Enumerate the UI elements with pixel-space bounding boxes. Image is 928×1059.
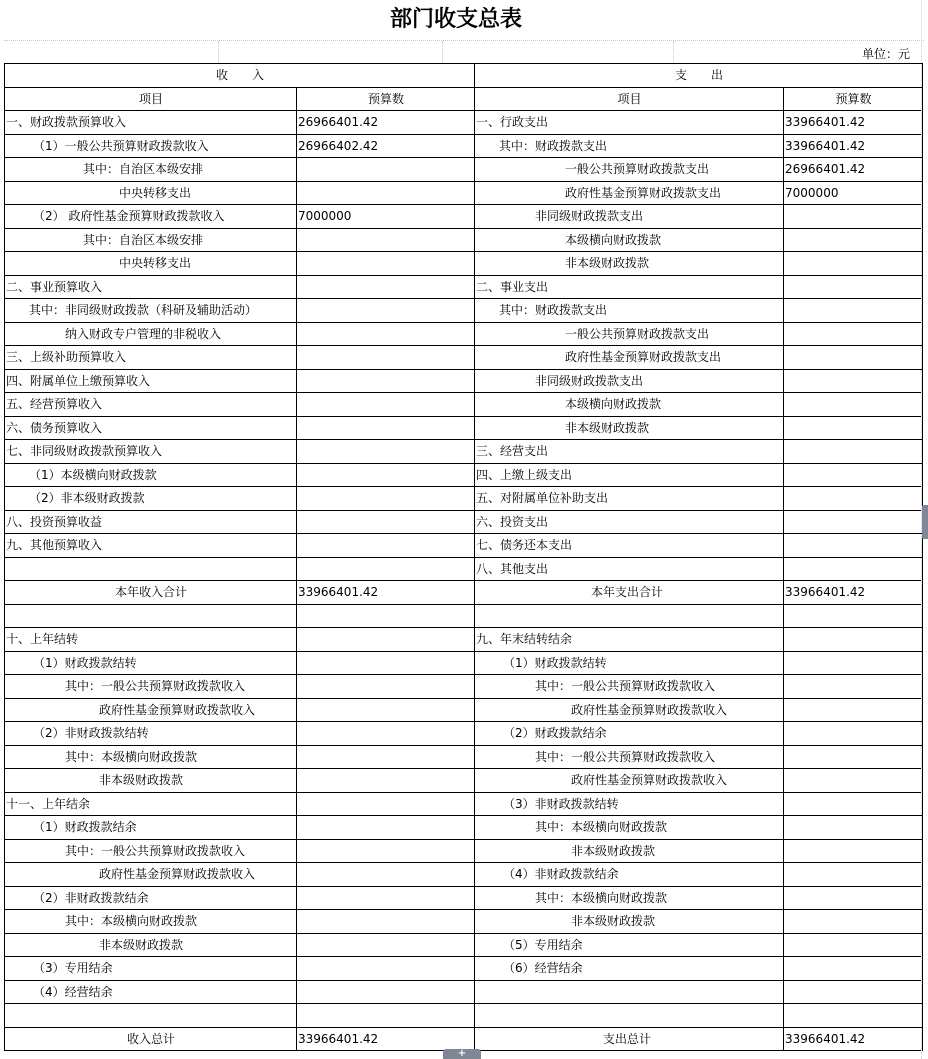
expense-item-cell[interactable]: 非本级财政拨款 bbox=[475, 252, 784, 276]
income-budget-cell[interactable] bbox=[297, 322, 475, 346]
income-budget-cell[interactable] bbox=[297, 534, 475, 558]
expense-item-cell[interactable]: 其中：本级横向财政拨款 bbox=[475, 816, 784, 840]
income-item-cell[interactable]: （4）经营结余 bbox=[5, 980, 297, 1004]
income-item-cell[interactable] bbox=[5, 557, 297, 581]
expense-budget-cell[interactable] bbox=[784, 228, 923, 252]
expense-budget-cell[interactable] bbox=[784, 416, 923, 440]
income-item-cell[interactable]: 八、投资预算收益 bbox=[5, 510, 297, 534]
income-budget-cell[interactable]: 33966401.42 bbox=[297, 1027, 475, 1051]
table-row bbox=[5, 769, 923, 793]
table-row bbox=[5, 275, 923, 299]
income-budget-cell[interactable] bbox=[297, 181, 475, 205]
income-item-cell[interactable]: 其中：一般公共预算财政拨款收入 bbox=[5, 839, 297, 863]
table-row bbox=[5, 158, 923, 182]
income-item-cell[interactable]: 政府性基金预算财政拨款收入 bbox=[5, 698, 297, 722]
income-item-cell[interactable]: 三、上级补助预算收入 bbox=[5, 346, 297, 370]
income-item-cell[interactable]: 其中：本级横向财政拨款 bbox=[5, 910, 297, 934]
expense-budget-cell[interactable] bbox=[784, 675, 923, 699]
table-row bbox=[5, 745, 923, 769]
income-item-cell[interactable]: 中央转移支出 bbox=[5, 181, 297, 205]
income-item-cell[interactable]: 非本级财政拨款 bbox=[5, 933, 297, 957]
expense-budget-cell[interactable] bbox=[784, 369, 923, 393]
income-budget-cell[interactable] bbox=[297, 487, 475, 511]
table-row bbox=[5, 863, 923, 887]
table-row bbox=[5, 299, 923, 323]
table-row bbox=[5, 651, 923, 675]
expense-item-cell[interactable]: 七、债务还本支出 bbox=[475, 534, 784, 558]
table-row bbox=[5, 581, 923, 605]
table-row bbox=[5, 487, 923, 511]
income-item-cell[interactable]: 其中：本级横向财政拨款 bbox=[5, 745, 297, 769]
table-row bbox=[5, 910, 923, 934]
table-row bbox=[5, 957, 923, 981]
income-item-cell[interactable]: 七、非同级财政拨款预算收入 bbox=[5, 440, 297, 464]
income-item-cell[interactable]: 五、经营预算收入 bbox=[5, 393, 297, 417]
expense-budget-cell[interactable] bbox=[784, 910, 923, 934]
add-sheet-button[interactable]: + bbox=[443, 1049, 481, 1059]
income-budget-cell[interactable] bbox=[297, 886, 475, 910]
grid-divider bbox=[673, 41, 674, 63]
expense-item-cell[interactable]: 政府性基金预算财政拨款支出 bbox=[475, 181, 784, 205]
expense-item-cell[interactable]: 三、经营支出 bbox=[475, 440, 784, 464]
income-item-cell[interactable]: （2）非本级财政拨款 bbox=[5, 487, 297, 511]
table-row bbox=[5, 816, 923, 840]
expense-item-cell[interactable]: 政府性基金预算财政拨款收入 bbox=[475, 769, 784, 793]
unit-row bbox=[4, 40, 924, 63]
income-item-cell[interactable]: 收入总计 bbox=[5, 1027, 297, 1051]
table-row bbox=[5, 369, 923, 393]
income-budget-cell[interactable] bbox=[297, 1004, 475, 1028]
income-budget-cell[interactable] bbox=[297, 299, 475, 323]
expense-budget-cell[interactable] bbox=[784, 275, 923, 299]
income-item-cell[interactable]: （1）一般公共预算财政拨款收入 bbox=[5, 134, 297, 158]
expense-budget-cell[interactable] bbox=[784, 816, 923, 840]
table-row bbox=[5, 463, 923, 487]
expense-budget-cell[interactable] bbox=[784, 698, 923, 722]
expense-budget-cell[interactable] bbox=[784, 510, 923, 534]
income-budget-cell[interactable]: 26966401.42 bbox=[297, 111, 475, 135]
expense-item-cell[interactable]: 其中：一般公共预算财政拨款收入 bbox=[475, 675, 784, 699]
budget-summary-table bbox=[4, 63, 923, 1051]
expense-item-cell[interactable]: 政府性基金预算财政拨款支出 bbox=[475, 346, 784, 370]
expense-budget-cell[interactable] bbox=[784, 487, 923, 511]
income-item-cell[interactable]: 中央转移支出 bbox=[5, 252, 297, 276]
income-item-cell[interactable]: （2）非财政拨款结余 bbox=[5, 886, 297, 910]
expense-item-cell[interactable] bbox=[475, 1004, 784, 1028]
income-budget-cell[interactable] bbox=[297, 463, 475, 487]
table-row bbox=[5, 698, 923, 722]
grid-divider bbox=[442, 41, 443, 63]
expense-item-cell[interactable]: 一、行政支出 bbox=[475, 111, 784, 135]
income-budget-cell[interactable] bbox=[297, 839, 475, 863]
income-budget-cell[interactable]: 26966402.42 bbox=[297, 134, 475, 158]
expense-item-cell[interactable]: 非本级财政拨款 bbox=[475, 416, 784, 440]
table-row bbox=[5, 722, 923, 746]
table-row bbox=[5, 510, 923, 534]
income-budget-cell[interactable] bbox=[297, 510, 475, 534]
income-budget-cell[interactable] bbox=[297, 792, 475, 816]
income-item-cell[interactable]: 十一、上年结余 bbox=[5, 792, 297, 816]
income-item-cell[interactable] bbox=[5, 604, 297, 628]
income-item-cell[interactable]: 其中：一般公共预算财政拨款收入 bbox=[5, 675, 297, 699]
table-row bbox=[5, 346, 923, 370]
income-item-cell[interactable]: （2）非财政拨款结转 bbox=[5, 722, 297, 746]
income-item-cell[interactable]: 其中：自治区本级安排 bbox=[5, 158, 297, 182]
expense-item-cell[interactable]: 其中：财政拨款支出 bbox=[475, 299, 784, 323]
expense-budget-cell[interactable] bbox=[784, 205, 923, 229]
expense-item-cell[interactable]: 政府性基金预算财政拨款收入 bbox=[475, 698, 784, 722]
expense-budget-cell[interactable] bbox=[784, 322, 923, 346]
table-row bbox=[5, 1004, 923, 1028]
income-budget-cell[interactable] bbox=[297, 158, 475, 182]
income-budget-cell[interactable]: 33966401.42 bbox=[297, 581, 475, 605]
expense-budget-cell[interactable] bbox=[784, 440, 923, 464]
table-row bbox=[5, 792, 923, 816]
table-row bbox=[5, 628, 923, 652]
unit-label: 单位：元 bbox=[861, 47, 910, 61]
income-budget-cell[interactable] bbox=[297, 910, 475, 934]
expense-budget-cell[interactable] bbox=[784, 957, 923, 981]
table-row bbox=[5, 322, 923, 346]
grid-divider bbox=[218, 41, 219, 63]
expense-item-cell[interactable]: （1）财政拨款结转 bbox=[475, 651, 784, 675]
table-row bbox=[5, 1027, 923, 1051]
expense-item-header: 项目 bbox=[475, 87, 784, 111]
expense-budget-cell[interactable] bbox=[784, 346, 923, 370]
income-item-cell[interactable]: 九、其他预算收入 bbox=[5, 534, 297, 558]
section-header-row bbox=[5, 64, 923, 88]
expense-budget-cell[interactable] bbox=[784, 299, 923, 323]
expense-budget-cell[interactable]: 33966401.42 bbox=[784, 581, 923, 605]
expense-budget-cell[interactable] bbox=[784, 604, 923, 628]
income-budget-cell[interactable] bbox=[297, 745, 475, 769]
expense-budget-cell[interactable] bbox=[784, 769, 923, 793]
expense-budget-cell[interactable]: 26966401.42 bbox=[784, 158, 923, 182]
expense-item-cell[interactable]: 本年支出合计 bbox=[475, 581, 784, 605]
income-budget-cell[interactable] bbox=[297, 604, 475, 628]
income-item-header: 项目 bbox=[5, 87, 297, 111]
income-item-cell[interactable] bbox=[5, 1004, 297, 1028]
income-item-cell[interactable]: 本年收入合计 bbox=[5, 581, 297, 605]
income-budget-cell[interactable] bbox=[297, 722, 475, 746]
income-budget-cell[interactable] bbox=[297, 863, 475, 887]
income-item-cell[interactable]: 纳入财政专户管理的非税收入 bbox=[5, 322, 297, 346]
income-budget-cell[interactable] bbox=[297, 416, 475, 440]
side-panel-toggle[interactable] bbox=[922, 505, 928, 539]
expense-section-header: 支 出 bbox=[475, 64, 923, 88]
expense-budget-cell[interactable] bbox=[784, 863, 923, 887]
income-item-cell[interactable]: 其中：非同级财政拨款（科研及辅助活动） bbox=[5, 299, 297, 323]
expense-budget-header: 预算数 bbox=[784, 87, 923, 111]
income-budget-cell[interactable] bbox=[297, 557, 475, 581]
income-budget-cell[interactable] bbox=[297, 957, 475, 981]
expense-budget-cell[interactable] bbox=[784, 1004, 923, 1028]
income-budget-cell[interactable] bbox=[297, 933, 475, 957]
table-row bbox=[5, 604, 923, 628]
income-budget-cell[interactable] bbox=[297, 228, 475, 252]
income-item-cell[interactable]: 政府性基金预算财政拨款收入 bbox=[5, 863, 297, 887]
expense-budget-cell[interactable] bbox=[784, 792, 923, 816]
expense-budget-cell[interactable] bbox=[784, 252, 923, 276]
expense-item-cell[interactable]: 其中：一般公共预算财政拨款收入 bbox=[475, 745, 784, 769]
expense-item-cell[interactable]: 本级横向财政拨款 bbox=[475, 393, 784, 417]
expense-item-cell[interactable]: 四、上缴上级支出 bbox=[475, 463, 784, 487]
table-row bbox=[5, 933, 923, 957]
expense-budget-cell[interactable]: 33966401.42 bbox=[784, 1027, 923, 1051]
income-budget-cell[interactable] bbox=[297, 369, 475, 393]
expense-item-cell[interactable]: 其中：财政拨款支出 bbox=[475, 134, 784, 158]
income-budget-cell[interactable] bbox=[297, 252, 475, 276]
expense-budget-cell[interactable]: 7000000 bbox=[784, 181, 923, 205]
table-row bbox=[5, 228, 923, 252]
expense-budget-cell[interactable]: 33966401.42 bbox=[784, 111, 923, 135]
expense-item-cell[interactable] bbox=[475, 980, 784, 1004]
table-row bbox=[5, 416, 923, 440]
income-budget-cell[interactable] bbox=[297, 698, 475, 722]
expense-budget-cell[interactable] bbox=[784, 534, 923, 558]
expense-item-cell[interactable]: （5）专用结余 bbox=[475, 933, 784, 957]
income-budget-cell[interactable] bbox=[297, 346, 475, 370]
table-row bbox=[5, 675, 923, 699]
table-row bbox=[5, 252, 923, 276]
table-row bbox=[5, 111, 923, 135]
income-budget-header: 预算数 bbox=[297, 87, 475, 111]
expense-budget-cell[interactable] bbox=[784, 886, 923, 910]
income-item-cell[interactable]: 一、财政拨款预算收入 bbox=[5, 111, 297, 135]
income-item-cell[interactable]: （1）本级横向财政拨款 bbox=[5, 463, 297, 487]
income-item-cell[interactable]: 四、附属单位上缴预算收入 bbox=[5, 369, 297, 393]
income-item-cell[interactable]: 二、事业预算收入 bbox=[5, 275, 297, 299]
expense-budget-cell[interactable]: 33966401.42 bbox=[784, 134, 923, 158]
expense-item-cell[interactable]: （6）经营结余 bbox=[475, 957, 784, 981]
income-item-cell[interactable]: （3）专用结余 bbox=[5, 957, 297, 981]
income-budget-cell[interactable] bbox=[297, 769, 475, 793]
expense-item-cell[interactable]: （4）非财政拨款结余 bbox=[475, 863, 784, 887]
income-item-cell[interactable]: （1）财政拨款结转 bbox=[5, 651, 297, 675]
income-budget-cell[interactable]: 7000000 bbox=[297, 205, 475, 229]
table-row bbox=[5, 886, 923, 910]
expense-item-cell[interactable]: 非同级财政拨款支出 bbox=[475, 205, 784, 229]
income-item-cell[interactable]: 非本级财政拨款 bbox=[5, 769, 297, 793]
income-item-cell[interactable]: （2） 政府性基金预算财政拨款收入 bbox=[5, 205, 297, 229]
expense-item-cell[interactable]: 八、其他支出 bbox=[475, 557, 784, 581]
expense-item-cell[interactable]: 其中：本级横向财政拨款 bbox=[475, 886, 784, 910]
income-item-cell[interactable]: 六、债务预算收入 bbox=[5, 416, 297, 440]
expense-item-cell[interactable]: 一般公共预算财政拨款支出 bbox=[475, 322, 784, 346]
expense-budget-cell[interactable] bbox=[784, 557, 923, 581]
income-budget-cell[interactable] bbox=[297, 980, 475, 1004]
table-row bbox=[5, 557, 923, 581]
expense-item-cell[interactable] bbox=[475, 604, 784, 628]
income-section-header: 收 入 bbox=[5, 64, 475, 88]
expense-budget-cell[interactable] bbox=[784, 463, 923, 487]
income-item-cell[interactable]: （1）财政拨款结余 bbox=[5, 816, 297, 840]
expense-item-cell[interactable]: 支出总计 bbox=[475, 1027, 784, 1051]
income-budget-cell[interactable] bbox=[297, 440, 475, 464]
expense-item-cell[interactable]: 二、事业支出 bbox=[475, 275, 784, 299]
table-row bbox=[5, 134, 923, 158]
table-row bbox=[5, 534, 923, 558]
income-budget-cell[interactable] bbox=[297, 816, 475, 840]
expense-budget-cell[interactable] bbox=[784, 651, 923, 675]
expense-budget-cell[interactable] bbox=[784, 839, 923, 863]
table-row bbox=[5, 980, 923, 1004]
expense-item-cell[interactable]: 五、对附属单位补助支出 bbox=[475, 487, 784, 511]
expense-item-cell[interactable]: 一般公共预算财政拨款支出 bbox=[475, 158, 784, 182]
expense-budget-cell[interactable] bbox=[784, 745, 923, 769]
page-title: 部门收支总表 bbox=[389, 6, 522, 32]
income-budget-cell[interactable] bbox=[297, 393, 475, 417]
expense-item-cell[interactable]: （3）非财政拨款结转 bbox=[475, 792, 784, 816]
expense-item-cell[interactable]: 非本级财政拨款 bbox=[475, 839, 784, 863]
income-item-cell[interactable]: 十、上年结转 bbox=[5, 628, 297, 652]
expense-budget-cell[interactable] bbox=[784, 628, 923, 652]
table-row bbox=[5, 440, 923, 464]
expense-budget-cell[interactable] bbox=[784, 980, 923, 1004]
income-item-cell[interactable]: 其中：自治区本级安排 bbox=[5, 228, 297, 252]
expense-budget-cell[interactable] bbox=[784, 393, 923, 417]
expense-item-cell[interactable]: （2）财政拨款结余 bbox=[475, 722, 784, 746]
expense-budget-cell[interactable] bbox=[784, 933, 923, 957]
expense-item-cell[interactable]: 非本级财政拨款 bbox=[475, 910, 784, 934]
expense-item-cell[interactable]: 六、投资支出 bbox=[475, 510, 784, 534]
expense-budget-cell[interactable] bbox=[784, 722, 923, 746]
expense-item-cell[interactable]: 本级横向财政拨款 bbox=[475, 228, 784, 252]
table-row bbox=[5, 205, 923, 229]
column-header-row bbox=[5, 87, 923, 111]
table-row bbox=[5, 839, 923, 863]
income-budget-cell[interactable] bbox=[297, 651, 475, 675]
income-budget-cell[interactable] bbox=[297, 275, 475, 299]
income-budget-cell[interactable] bbox=[297, 628, 475, 652]
expense-item-cell[interactable]: 非同级财政拨款支出 bbox=[475, 369, 784, 393]
table-row bbox=[5, 181, 923, 205]
expense-item-cell[interactable]: 九、年末结转结余 bbox=[475, 628, 784, 652]
table-row bbox=[5, 393, 923, 417]
income-budget-cell[interactable] bbox=[297, 675, 475, 699]
